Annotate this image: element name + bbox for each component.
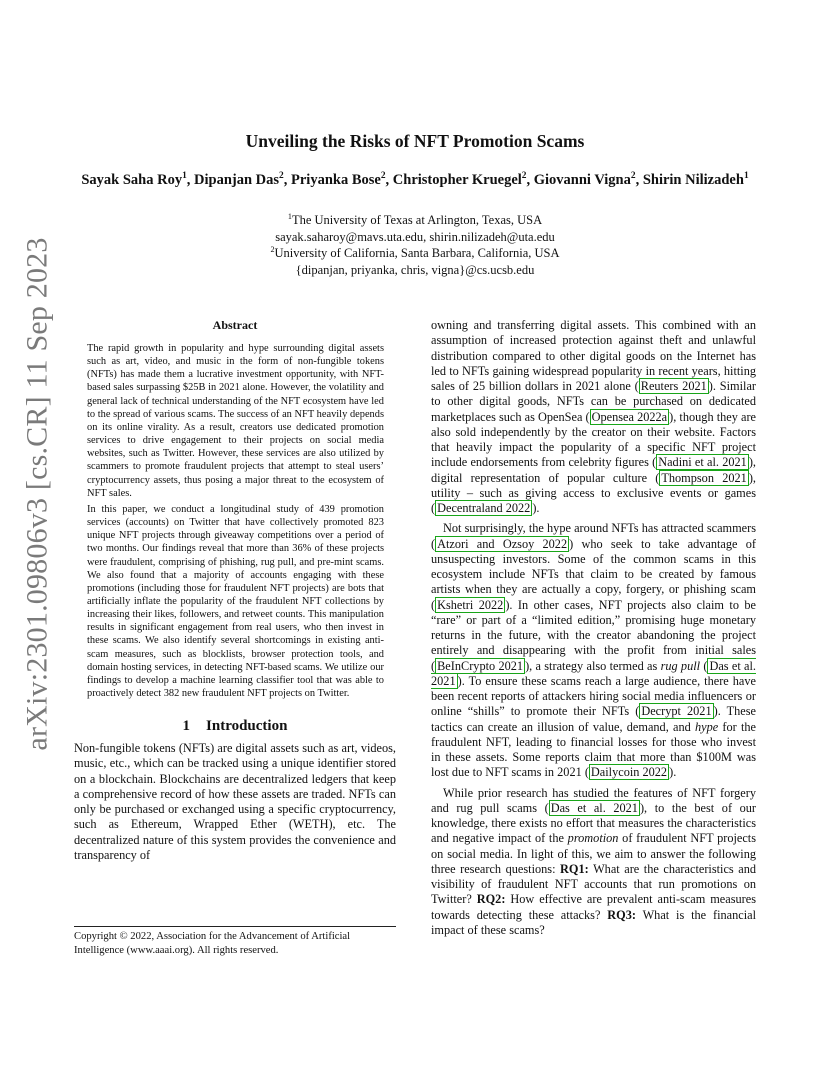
citation-link[interactable]: Atzori and Ozsoy 2022 [437,536,568,551]
author: Sayak Saha Roy$^1$ [81,171,187,188]
paper-title: Unveiling the Risks of NFT Promotion Scams [245,131,585,151]
citation-link[interactable]: BeInCrypto 2021 [437,658,524,673]
citation-link[interactable]: Das et al. 2021 [431,658,756,688]
abstract-heading: Abstract [212,318,258,332]
citation-link[interactable]: Opensea 2022a [591,409,668,424]
abstract-paragraph: In this paper, we conduct a longitudinal study of 439 promotion services (accounts) on Twitter that have collectively promoted 823 unique NFT projects through giveaway competitions over a period of two months. Our findings reveal that more than 36% of these projects were fraudulent, comprising of phishing, rug pull, and pre-mint scams. We also found that a majority of accounts engaging with these promotions (including those for fraudulent NFT projects) are bots that artificially inflate the popularity of the fraudulent NFT collections by increasing their likes, followers, and retweet counts. This manipulation results in significant engagement from real users, who then invest in these scams. We also identify several shortcomings in existing anti-scam measures, such as blocklists, browser protection tools, and domain hosting services, in detecting NFT-based scams. We utilize our findings to develop a machine learning classifier tool that was able to proactively detect 382 new fraudulent NFT projects on Twitter. [87,503,384,700]
author: Giovanni Vigna$^2$ [533,171,636,188]
right-column [431,318,756,938]
citation-link[interactable]: Das et al. 2021 [550,800,638,815]
citation-link[interactable]: Reuters 2021 [640,379,707,393]
affiliations [74,212,756,278]
author: Shirin Nilizadeh$^1$ [642,171,749,188]
citation-link[interactable]: Kshetri 2022 [437,597,504,612]
affiliation-line: $^1$The University of Texas at Arlington, Texas, USA [287,211,543,227]
body-paragraph: owning and transferring digital assets. This combined with an assumption of increased protection against theft and unlawful distribution compared to other digital goods on the Internet has led to NFTs gaining widespread popularity in recent years, hitting sales of 25 billion dollars in 2021 alone ( Reuters 2021 ). Similar to other digital goods, NFTs can be purchased on dedicated marketplaces such as OpenSea ( Opensea 2022a ), though they are also sold independently by the creator on their website. Factors that heavily impact the popularity of a specific NFT project include endorsements from celebrity figures ( Nadini et al. 2021 ), digital representation of popular culture ( Thompson 2021 ), utility – such as giving access to exclusive events or games ( Decentraland 2022 ). [431,318,757,515]
author-list: Sayak Saha Roy$^1$, Dipanjan Das$^2$, Priyanka Bose$^2$, Christopher Kruegel$^2$, Giovanni Vigna$^2$, Shirin Nilizadeh$^1$ [81,171,749,188]
citation-link[interactable]: Nadini et al. 2021 [658,455,747,470]
citation-link[interactable]: Decentraland 2022 [437,501,531,515]
author: Priyanka Bose$^2$ [291,171,386,188]
author: Dipanjan Das$^2$ [194,171,284,188]
abstract-paragraph: The rapid growth in popularity and hype surrounding digital assets such as art, video, and music in the form of non-fungible tokens (NFTs) has made them a lucrative investment opportunity, with NFT-based sales surpassing $25B in 2021 alone. However, the volatility and general lack of technical understanding of the NFT ecosystem have led to the spread of various scams. The success of an NFT heavily depends on its online virality. As a result, creators use dedicated promotion services to drive engagement to their projects on social media websites, such as Twitter. However, these services are also utilized by scammers to promote fraudulent projects that attempt to steal users’ cryptocurrency assets, thus posing a major threat to the ecosystem of NFT sales. [87,343,384,499]
affiliation-emails: {dipanjan, priyanka, chris, vigna}@cs.ucsb.edu [295,262,535,277]
affiliation-line: $^2$University of California, Santa Barbara, California, USA [270,244,560,260]
copyright-footnote: Copyright © 2022, Association for the Advancement of Artificial Intelligence (www.aaai.org). All rights reserved. [74,926,396,957]
body-paragraph: Not surprisingly, the hype around NFTs has attracted scammers ( Atzori and Ozsoy 2022 ) who seek to take advantage of unsuspecting investors. Some of the common scams in this ecosystem include NFTs that claim to be created by famous artists when they are actually a copy, forgery, or phishing scam ( Kshetri 2022 ). In other cases, NFT projects also claim to be “rare” or part of a “limited edition,” promising huge monetary returns in the future, with the creator abandoning the project entirely and disappearing with the profit from initial sales ( BeInCrypto 2021 ), a strategy also termed as rug pull ( Das et al. 2021 ). To ensure these scams reach a large audience, there have been recent reports of attackers hiring social media influencers or online “shills” to promote their NFTs ( Decrypt 2021 ). These tactics can create an illusion of value, demand, and hype for the fraudulent NFT, leading to financial losses for those who invest in these assets. Some reports claim that more than $100M was lost due to NFT scams in 2021 ( Dailycoin 2022 ). [431,521,756,780]
body-paragraph: Non-fungible tokens (NFTs) are digital assets such as art, videos, music, etc., which can be tracked using a unique identifier stored on a blockchain. Blockchains are decentralized ledgers that keep a comprehensive record of how these assets are traded. NFTs can only be purchased or exchanged using a specific cryptocurrency, such as Ethereum, Wrapped Ether (WETH), etc. The decentralized nature of this system provides the convenience and transparency of [74,741,396,862]
affiliation-emails: sayak.saharoy@mavs.uta.edu, shirin.nilizadeh@uta.edu [275,229,555,244]
arxiv-identifier-text: arXiv:2301.09806v3 [cs.CR] 11 Sep 2023 [21,237,54,751]
body-paragraph: While prior research has studied the features of NFT forgery and rug pull scams ( Das et al. 2021 ), to the best of our knowledge, there exists no effort that measures the characteristics and negative impact of the promotion of fraudulent NFT projects on social media. In light of this, we aim to answer the following three research questions: RQ1: What are the characteristics and visibility of fraudulent NFT accounts that run promotions on Twitter? RQ2: How effective are prevalent anti-scam measures towards detecting these attacks? RQ3: What is the financial impact of these scams? [431,785,757,937]
section-heading-introduction: 1 Introduction [182,718,288,735]
citation-link[interactable]: Thompson 2021 [661,470,747,485]
arxiv-identifier [14,237,62,751]
citation-link[interactable]: Decrypt 2021 [641,704,712,719]
citation-link[interactable]: Dailycoin 2022 [590,765,668,780]
author: Christopher Kruegel$^2$ [392,171,527,188]
left-column [74,318,396,863]
